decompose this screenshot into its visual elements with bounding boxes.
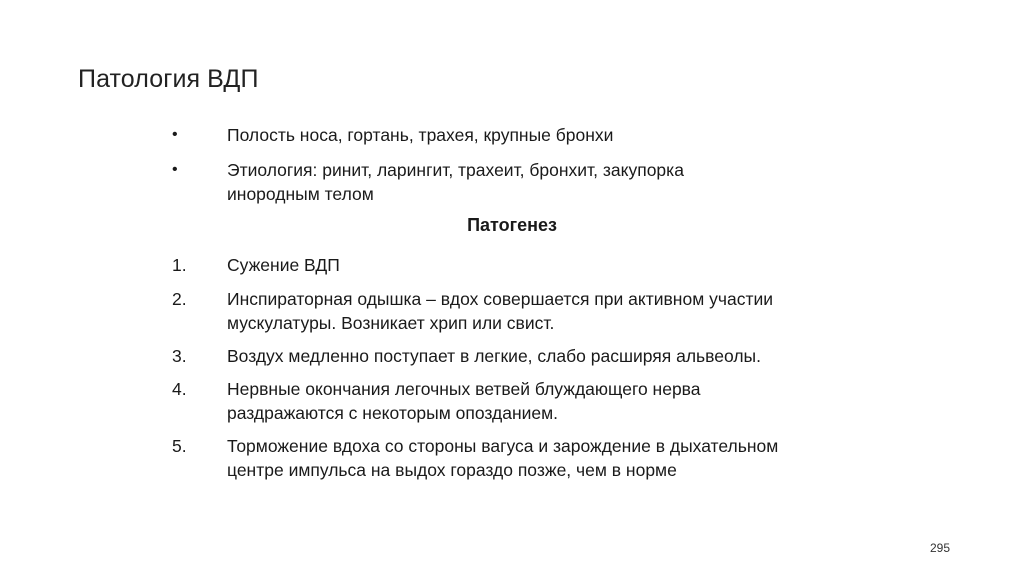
bullet-marker: • bbox=[172, 161, 178, 178]
numbered-text bbox=[227, 377, 867, 425]
text-line: Полость носа, гортань, трахея, крупные бронхи bbox=[227, 125, 614, 145]
text-line: центре импульса на выдох гораздо позже, чем в норме bbox=[227, 460, 677, 480]
page-number: 295 bbox=[929, 541, 950, 555]
text-line: Сужение ВДП bbox=[227, 255, 340, 275]
text-line: инородным телом bbox=[227, 184, 374, 204]
number-marker: 3. bbox=[172, 346, 187, 366]
section-subheading: Патогенез bbox=[467, 215, 557, 235]
text-line: Этиология: ринит, ларингит, трахеит, бронхит, закупорка bbox=[227, 160, 684, 180]
text-line: Воздух медленно поступает в легкие, слабо расширяя альвеолы. bbox=[227, 346, 761, 366]
text-line: Торможение вдоха со стороны вагуса и зарождение в дыхательном bbox=[227, 436, 779, 456]
bullet-text bbox=[227, 123, 867, 147]
numbered-text bbox=[227, 253, 867, 277]
number-marker: 1. bbox=[172, 255, 187, 275]
number-marker: 2. bbox=[172, 289, 187, 309]
number-marker: 4. bbox=[172, 379, 187, 399]
text-line: Нервные окончания легочных ветвей блуждающего нерва bbox=[227, 379, 701, 399]
numbered-text bbox=[227, 287, 867, 335]
bullet-marker: • bbox=[172, 126, 178, 143]
text-line: раздражаются с некоторым опозданием. bbox=[227, 403, 559, 423]
text-line: мускулатуры. Возникает хрип или свист. bbox=[227, 313, 555, 333]
text-line: Инспираторная одышка – вдох совершается при активном участии bbox=[227, 289, 774, 309]
bullet-text bbox=[227, 158, 867, 206]
number-marker: 5. bbox=[172, 436, 187, 456]
numbered-text bbox=[227, 434, 867, 482]
slide-title: Патология ВДП bbox=[78, 65, 259, 93]
numbered-text bbox=[227, 344, 867, 368]
